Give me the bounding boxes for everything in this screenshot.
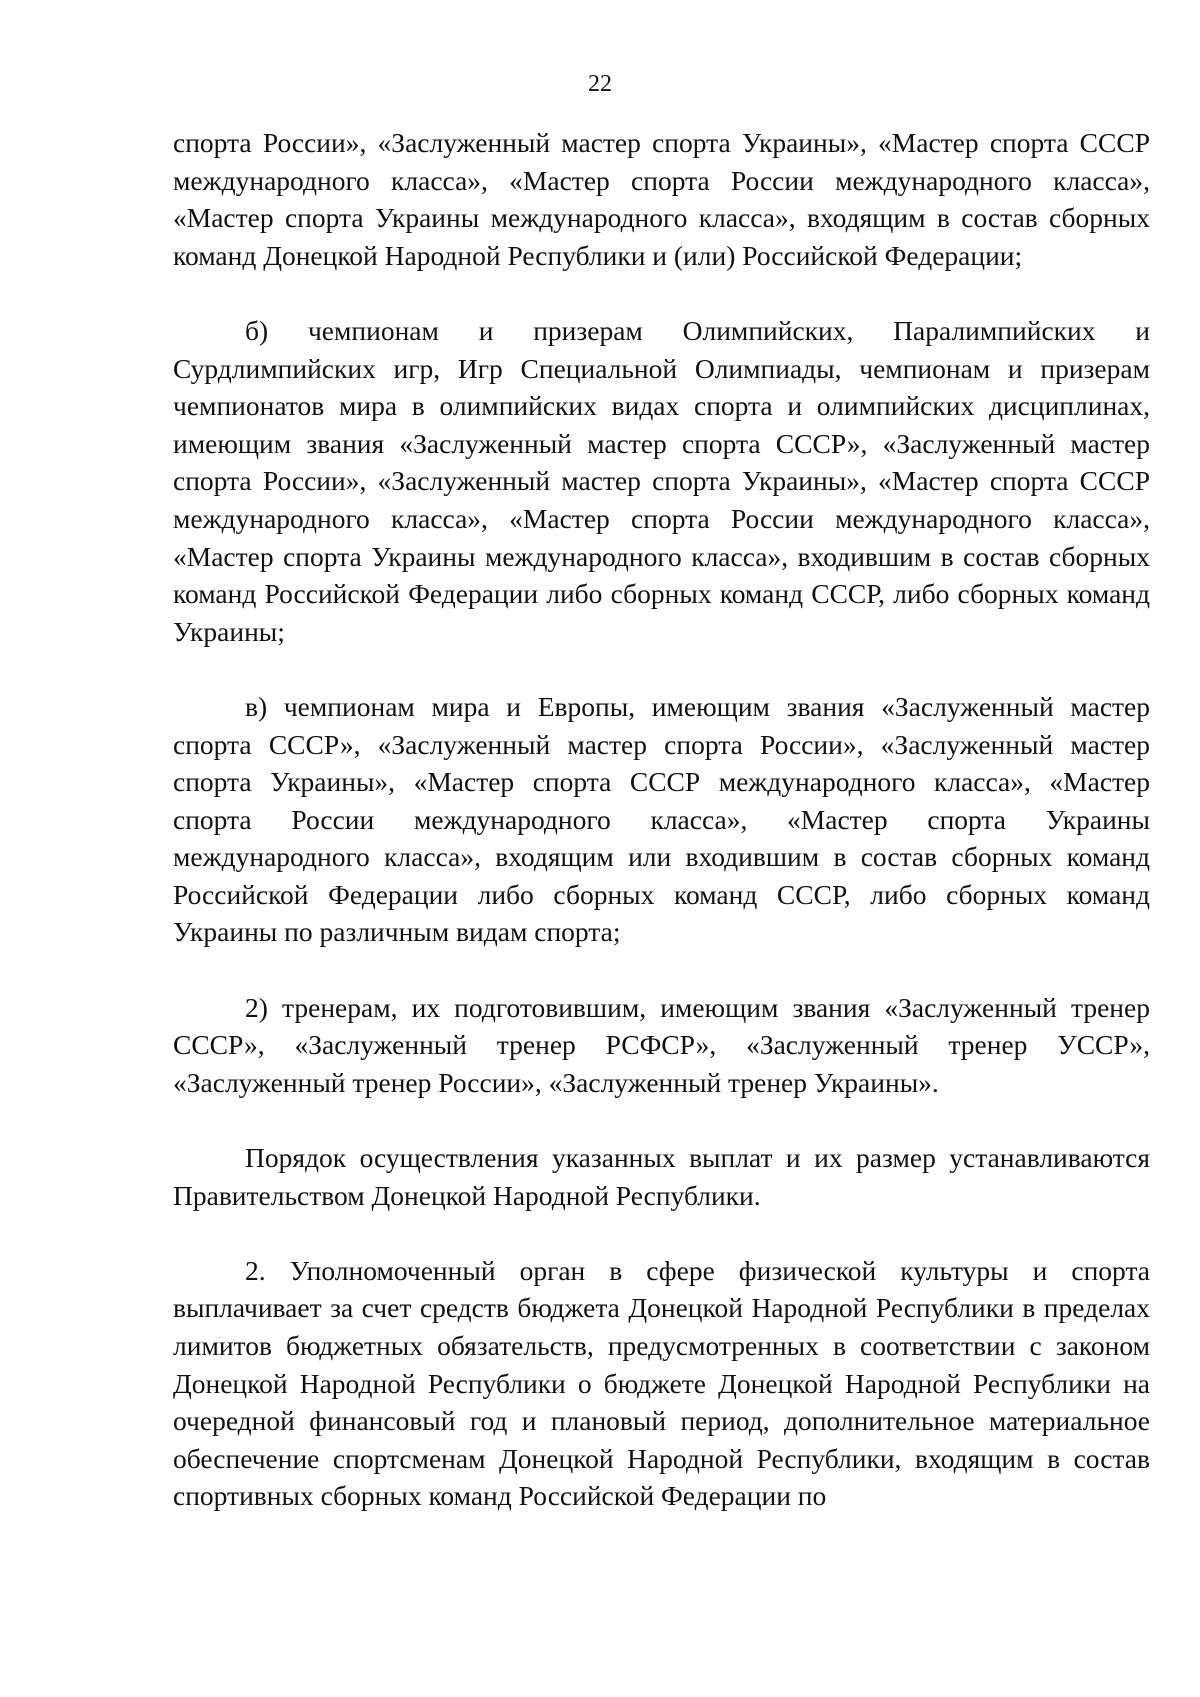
paragraph-procedure: Порядок осуществления указанных выплат и их размер устанавливаются Правительством Донецкой Народной Республики.: [173, 1142, 1150, 1211]
paragraph-item-b: б) чемпионам и призерам Олимпийских, Паралимпийских и Сурдлимпийских игр, Игр Специальной Олимпиады, чемпионам и призерам чемпионатов мира в олимпийских видах спорта и олимпийских дисциплинах, имеющим звания «Заслуженный мастер спорта СССР», «Заслуженный мастер спорта России», «Заслуженный мастер спорта Украины», «Мастер спорта СССР международного класса», «Мастер спорта России международного класса», «Мастер спорта Украины международного класса», входившим в состав сборных команд Российской Федерации либо сборных команд СССР, либо сборных команд Украины;: [173, 314, 1150, 647]
paragraph-item-2: 2) тренерам, их подготовившим, имеющим звания «Заслуженный тренер СССР», «Заслуженный тренер РСФСР», «Заслуженный тренер УССР», «Заслуженный тренер России», «Заслуженный тренер Украины».: [173, 991, 1150, 1098]
paragraph-item-v: в) чемпионам мира и Европы, имеющим звания «Заслуженный мастер спорта СССР», «Заслуженный мастер спорта России», «Заслуженный мастер спорта Украины», «Мастер спорта СССР международного класса», «Мастер спорта России международного класса», «Мастер спорта Украины международного класса», входящим или входившим в состав сборных команд Российской Федерации либо сборных команд СССР, либо сборных команд Украины по различным видам спорта;: [173, 690, 1150, 948]
paragraph-continuation: спорта России», «Заслуженный мастер спорта Украины», «Мастер спорта СССР международного класса», «Мастер спорта России международного класса», «Мастер спорта Украины международного класса», входящим в состав сборных команд Донецкой Народной Республики и (или) Российской Федерации;: [173, 127, 1150, 271]
document-body: [173, 124, 1150, 1515]
page-number: 22: [588, 71, 612, 97]
paragraph-section-2: 2. Уполномоченный орган в сфере физической культуры и спорта выплачивает за счет средств бюджета Донецкой Народной Республики в пределах лимитов бюджетных обязательств, предусмотренных в соответствии с законом Донецкой Народной Республики о бюджете Донецкой Народной Республики на очередной финансовый год и плановый период, дополнительное материальное обеспечение спортсменам Донецкой Народной Республики, входящим в состав спортивных сборных команд Российской Федерации по: [173, 1254, 1150, 1512]
